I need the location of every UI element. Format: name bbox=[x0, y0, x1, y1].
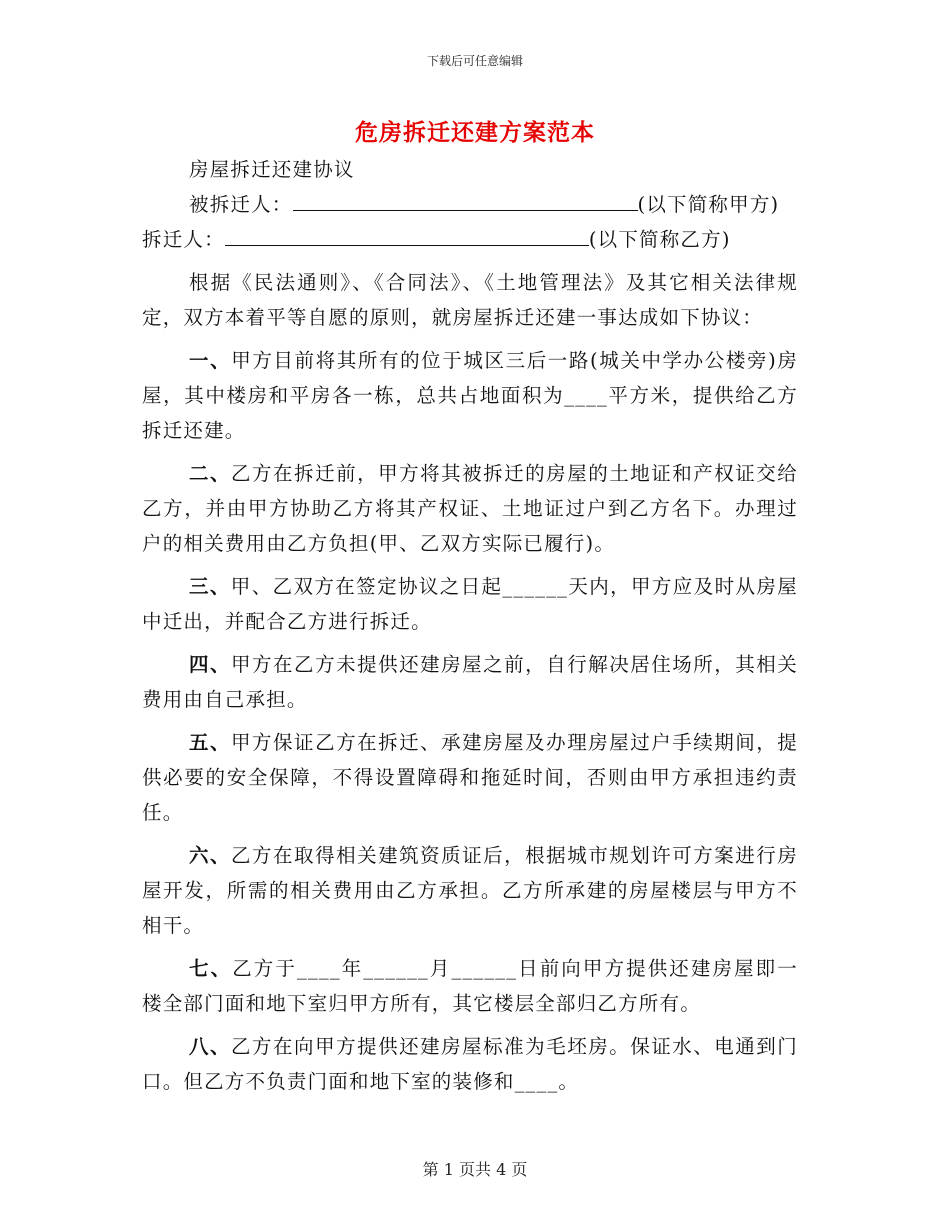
clause-6 bbox=[142, 838, 798, 943]
clause-text: 甲方目前将其所有的位于城区三后一路(城关中学办公楼旁)房屋，其中楼房和平房各一栋，总共占地面积为____平方米，提供给乙方拆迁还建。 bbox=[142, 349, 798, 442]
party-b-suffix: (以下简称乙方) bbox=[588, 228, 731, 251]
clause-1 bbox=[142, 343, 798, 448]
clause-number: 三、 bbox=[189, 575, 231, 598]
clause-text: 甲、乙双方在签定协议之日起______天内，甲方应及时从房屋中迁出，并配合乙方进行拆迁。 bbox=[142, 575, 798, 633]
clause-text: 乙方在取得相关建筑资质证后，根据城市规划许可方案进行房屋开发，所需的相关费用由乙方承担。乙方所承建的房屋楼层与甲方不相干。 bbox=[142, 844, 798, 937]
clause-4 bbox=[142, 647, 798, 717]
party-b-blank bbox=[225, 223, 589, 246]
party-a-line bbox=[142, 187, 798, 222]
clause-text: 乙方在拆迁前，甲方将其被拆迁的房屋的土地证和产权证交给乙方，并由甲方协助乙方将其产权证、土地证过户到乙方名下。办理过户的相关费用由乙方负担(甲、乙双方实际已履行)。 bbox=[142, 462, 798, 555]
clause-number: 四、 bbox=[189, 653, 232, 676]
party-a-label: 被拆迁人： bbox=[189, 193, 293, 216]
clause-number: 八、 bbox=[189, 1035, 232, 1058]
clause-number: 二、 bbox=[189, 462, 232, 485]
party-b-label: 拆迁人： bbox=[142, 228, 225, 251]
document-title: 危房拆迁还建方案范本 bbox=[355, 119, 595, 146]
party-b-line bbox=[142, 222, 798, 257]
preamble-paragraph: 根据《民法通则》、《合同法》、《土地管理法》及其它相关法律规定，双方本着平等自愿的原则，就房屋拆迁还建一事达成如下协议： bbox=[142, 271, 798, 329]
clause-text: 甲方保证乙方在拆迁、承建房屋及办理房屋过户手续期间，提供必要的安全保障，不得设置障碍和拖延时间，否则由甲方承担违约责任。 bbox=[142, 731, 798, 824]
clause-text: 乙方于____年______月______日前向甲方提供还建房屋即一楼全部门面和地下室归甲方所有，其它楼层全部归乙方所有。 bbox=[142, 957, 798, 1015]
party-a-blank bbox=[293, 188, 638, 211]
clause-7 bbox=[142, 951, 798, 1021]
agreement-subtitle: 房屋拆迁还建协议 bbox=[189, 158, 355, 181]
clause-8 bbox=[142, 1029, 798, 1099]
header-note: 下载后可任意编辑 bbox=[426, 54, 523, 68]
clause-text: 乙方在向甲方提供还建房屋标准为毛坯房。保证水、电通到门口。但乙方不负责门面和地下室的装修和____。 bbox=[142, 1035, 798, 1093]
document-body bbox=[142, 152, 798, 1107]
party-a-suffix: (以下简称甲方) bbox=[637, 193, 780, 216]
clause-number: 五、 bbox=[189, 731, 232, 754]
clause-3 bbox=[142, 569, 798, 639]
clause-5 bbox=[142, 725, 798, 830]
clause-number: 七、 bbox=[189, 957, 233, 980]
clause-number: 六、 bbox=[189, 844, 232, 867]
clause-2 bbox=[142, 456, 798, 561]
page-footer: 第 1 页共 4 页 bbox=[422, 1160, 528, 1179]
clause-number: 一、 bbox=[189, 349, 232, 372]
clause-text: 甲方在乙方未提供还建房屋之前，自行解决居住场所，其相关费用由自己承担。 bbox=[142, 653, 798, 711]
